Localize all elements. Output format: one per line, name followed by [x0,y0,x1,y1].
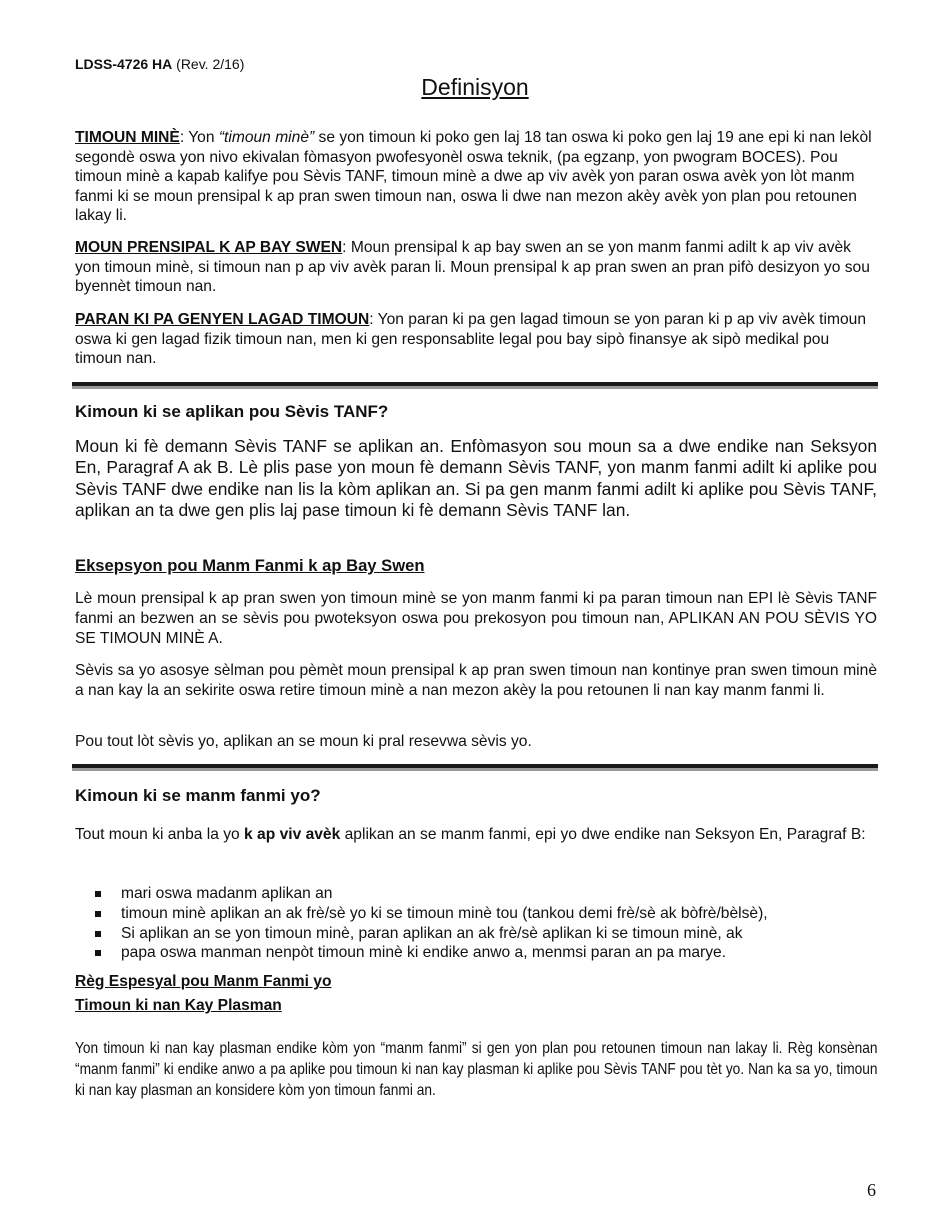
definition-text: : Moun prensipal k ap bay swen an se yon manm fanmi adilt k ap viv avèk yon timoun minè, si timoun nan p ap viv avèk paran li. Moun prensipal k ap pran swen an pran pifò desizyon yo sou byennèt timoun nan. [75,239,870,296]
page-number: 6 [867,1180,876,1200]
exception-paragraph-2: Sèvis sa yo asosye sèlman pou pèmèt moun prensipal k ap pran swen timoun nan kontinye pran swen timoun minè a nan kay la an sekirite oswa retire timoun minè a nan mezon akèy la pou retounen li nan kay manm fanmi li. [75,662,877,699]
section-divider [72,764,878,768]
form-code: LDSS-4726 HA [75,56,173,72]
definition-term: TIMOUN MINÈ [75,129,180,146]
definition-term: PARAN KI PA GENYEN LAGAD TIMOUN [75,311,370,328]
bullet-icon [95,911,101,917]
applicant-text: Moun ki fè demann Sèvis TANF se aplikan an. Enfòmasyon sou moun sa a dwe endike nan Seksyon En, Paragraf A ak B. Lè plis pase yon moun fè demann Sèvis TANF, yon manm fanmi adilt ki aplike pou Sèvis TANF dwe endike nan lis la kòm aplikan an. Si pa gen manm fanmi adilt ki aplike pou Sèvis TANF, aplikan an ta dwe gen plis laj pase timoun ki fè demann Sèvis TANF lan. [75,436,877,520]
foster-care-paragraph [75,1038,877,1101]
list-item: timoun minè aplikan an ak frè/sè yo ki se timoun minè tou (tankou demi frè/sè ak bòfrè/bèlsè), [75,904,877,924]
subheading-foster-care: Timoun ki nan Kay Plasman [75,997,282,1014]
bullet-icon [95,931,101,937]
section-heading-applicant: Kimoun ki se aplikan pou Sèvis TANF? [75,402,389,421]
bullet-icon [95,950,101,956]
exception-paragraph-3: Pou tout lòt sèvis yo, aplikan an se moun ki pral resevwa sèvis yo. [75,733,532,750]
definition-minor-child [75,128,877,226]
definition-text: se yon timoun ki poko gen laj 18 tan oswa ki poko gen laj 19 ane epi ki nan lekòl segondè oswa yon nivo ekivalan fòmasyon pwofesyonèl oswa teknik, (pa egzanp, yon pwogram BOCES). Pou timoun minè a kapab kalifye pou Sèvis TANF, timoun minè a dwe ap viv avèk yon paran oswa avèk yon lòt manm fanmi ki se moun prensipal k ap pran swen timoun nan, oswa li dwe nan mezon akèy avèk yon plan pou retounen lakay li. [75,129,872,225]
list-item: Si aplikan an se yon timoun minè, paran aplikan an ak frè/sè aplikan ki se timoun minè, ak [75,924,877,944]
form-revision: (Rev. 2/16) [176,56,245,72]
household-member-list [75,884,877,963]
section-heading-household-members: Kimoun ki se manm fanmi yo? [75,786,321,805]
definition-quoted-term: “timoun minè” [218,129,315,146]
form-identifier [75,56,244,72]
definition-text: : Yon paran ki pa gen lagad timoun se yon paran ki p ap viv avèk timoun oswa ki gen lagad fizik timoun nan, men ki gen responsablite legal pou bay sipò finansye ak sipò medikal pou timoun nan. [75,311,866,368]
exception-paragraph-1: Lè moun prensipal k ap pran swen yon timoun minè se yon manm fanmi ki pa paran timoun nan EPI lè Sèvis TANF fanmi an bezwen an se sèvis pou pwoteksyon oswa pou prekosyon pou timoun nan, APLIKAN AN POU SÈVIS YO SE TIMOUN MINÈ A. [75,590,877,647]
section-divider [72,382,878,386]
bullet-icon [95,891,101,897]
definition-primary-caregiver [75,238,877,297]
foster-care-text: Yon timoun ki nan kay plasman endike kòm yon “manm fanmi” si gen yon plan pou retounen timoun nan lakay li. Règ konsènan “manm fanmi” ki endike anwo a pa aplike pou timoun ki nan kay plasman ki aplike pou Sèvis TANF pou tèt yo. Nan ka sa yo, timoun ki nan kay plasman an konsidere kòm yon timoun fanmi an. [75,1040,878,1099]
page-title: Definisyon [421,74,529,100]
household-intro: Tout moun ki anba la yo k ap viv avèk aplikan an se manm fanmi, epi yo dwe endike nan Seksyon En, Paragraf B: [75,826,866,843]
definition-noncustodial-parent [75,310,877,369]
emphasis-living-with: k ap viv avèk [244,826,341,843]
subheading-caregiver-exception: Eksepsyon pou Manm Fanmi k ap Bay Swen [75,556,425,575]
subheading-special-rules: Règ Espesyal pou Manm Fanmi yo [75,973,332,990]
definition-separator: : Yon [179,129,219,146]
list-item: mari oswa madanm aplikan an [75,884,877,904]
applicant-paragraph [75,436,877,521]
definition-term: MOUN PRENSIPAL K AP BAY SWEN [75,239,343,256]
list-item: papa oswa manman nenpòt timoun minè ki endike anwo a, menmsi paran an pa marye. [75,943,877,963]
